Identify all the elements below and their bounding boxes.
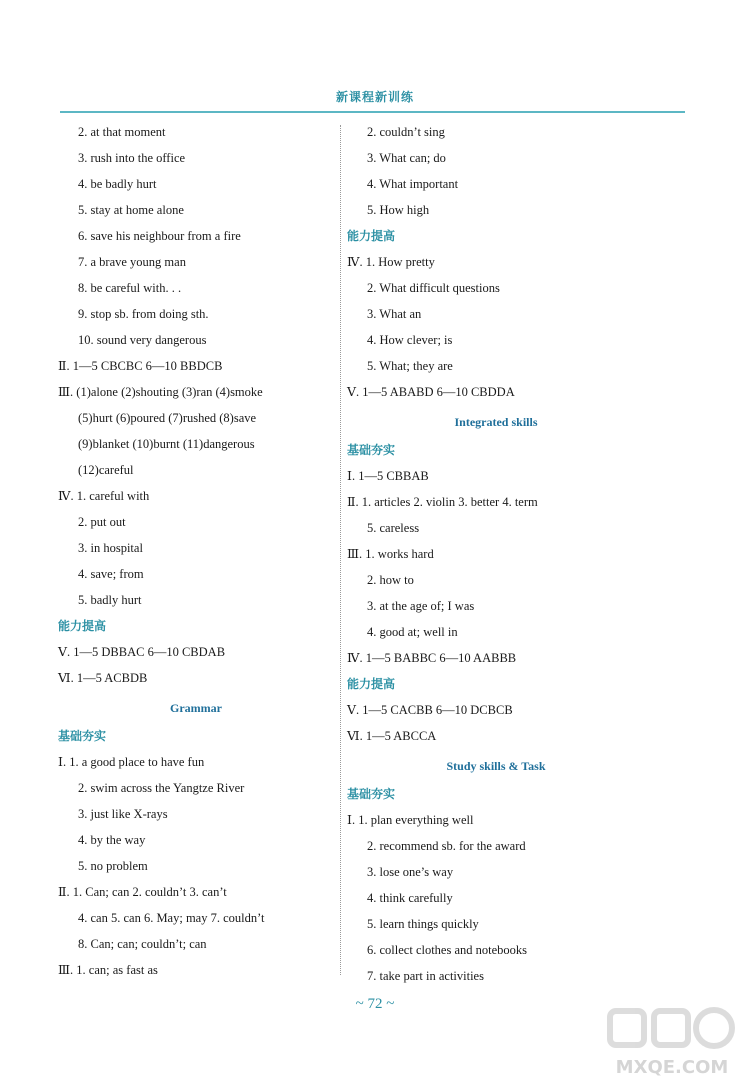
answer-line: Ⅱ. 1—5 CBCBC 6—10 BBDCB: [58, 359, 223, 373]
answer-line: Ⅰ. 1. plan everything well: [347, 813, 474, 827]
watermark-logo-icon: [602, 1003, 742, 1083]
section-heading: 基础夯实: [58, 729, 107, 743]
answer-line: 8. Can; can; couldn’t; can: [78, 937, 207, 951]
answer-line: Ⅵ. 1—5 ABCCA: [347, 729, 437, 743]
section-subtitle: Grammar: [170, 701, 222, 715]
answer-line: Ⅲ. 1. works hard: [347, 547, 434, 561]
answer-line: 3. in hospital: [78, 541, 143, 555]
answer-line: 7. take part in activities: [367, 969, 484, 983]
answer-line: Ⅰ. 1. a good place to have fun: [58, 755, 205, 769]
answer-line: 2. swim across the Yangtze River: [78, 781, 245, 795]
answer-line: 5. How high: [367, 203, 430, 217]
answer-line: 5. no problem: [78, 859, 148, 873]
answer-line: 2. recommend sb. for the award: [367, 839, 526, 853]
section-heading: 基础夯实: [347, 443, 396, 457]
answer-line: Ⅳ. 1. How pretty: [347, 255, 435, 269]
answer-line: (12)careful: [78, 463, 134, 477]
answer-line: Ⅴ. 1—5 CACBB 6—10 DCBCB: [347, 703, 513, 717]
answer-line: 2. at that moment: [78, 125, 166, 139]
answer-line: 2. What difficult questions: [367, 281, 500, 295]
answer-line: 2. put out: [78, 515, 126, 529]
answer-line: 3. at the age of; I was: [367, 599, 475, 613]
answer-line: 4. good at; well in: [367, 625, 458, 639]
section-heading: 基础夯实: [347, 787, 396, 801]
section-subtitle: Study skills & Task: [446, 759, 546, 773]
answer-line: 5. badly hurt: [78, 593, 142, 607]
answer-line: 9. stop sb. from doing sth.: [78, 307, 209, 321]
watermark-text: MXQE.COM: [615, 1057, 729, 1078]
answer-line: 4. by the way: [78, 833, 146, 847]
answer-line: Ⅲ. (1)alone (2)shouting (3)ran (4)smoke: [58, 385, 263, 399]
answer-line: Ⅴ. 1—5 DBBAC 6—10 CBDAB: [58, 645, 226, 659]
answer-line: Ⅲ. 1. can; as fast as: [58, 963, 158, 977]
answer-line: 6. collect clothes and notebooks: [367, 943, 528, 957]
answer-line: 3. What can; do: [367, 151, 446, 165]
section-heading: 能力提高: [347, 677, 396, 691]
header-rule: [60, 111, 685, 113]
answer-line: 7. a brave young man: [78, 255, 186, 269]
answer-line: 6. save his neighbour from a fire: [78, 229, 241, 243]
answer-line: Ⅳ. 1. careful with: [58, 489, 150, 503]
answer-line: 3. rush into the office: [78, 151, 186, 165]
answer-line: 4. How clever; is: [367, 333, 453, 347]
answer-line: 2. how to: [367, 573, 414, 587]
answer-line: 2. couldn’t sing: [367, 125, 445, 139]
section-heading: 能力提高: [347, 229, 396, 243]
answer-line: Ⅵ. 1—5 ACBDB: [58, 671, 148, 685]
answer-line: 4. think carefully: [367, 891, 453, 905]
answer-line: 3. What an: [367, 307, 422, 321]
answer-line: 4. can 5. can 6. May; may 7. couldn’t: [78, 911, 265, 925]
answer-line: 4. save; from: [78, 567, 144, 581]
page-number: ~ 72 ~: [355, 996, 395, 1012]
answer-line: Ⅱ. 1. Can; can 2. couldn’t 3. can’t: [58, 885, 227, 899]
page-header-title: 新课程新训练: [335, 90, 414, 104]
section-heading: 能力提高: [58, 619, 107, 633]
answer-line: (5)hurt (6)poured (7)rushed (8)save: [78, 411, 257, 425]
answer-line: 3. just like X-rays: [78, 807, 168, 821]
column-divider: [340, 125, 341, 975]
answer-line: Ⅱ. 1. articles 2. violin 3. better 4. term: [347, 495, 538, 509]
answer-line: 3. lose one’s way: [367, 865, 454, 879]
section-subtitle: Integrated skills: [454, 415, 538, 429]
answer-line: 10. sound very dangerous: [78, 333, 207, 347]
answer-line: 4. be badly hurt: [78, 177, 157, 191]
answer-line: 5. What; they are: [367, 359, 453, 373]
answer-line: Ⅰ. 1—5 CBBAB: [347, 469, 429, 483]
answer-line: Ⅳ. 1—5 BABBC 6—10 AABBB: [347, 651, 517, 665]
answer-line: 5. learn things quickly: [367, 917, 479, 931]
answer-line: 8. be careful with. . .: [78, 281, 182, 295]
answer-line: 5. stay at home alone: [78, 203, 184, 217]
answer-line: (9)blanket (10)burnt (11)dangerous: [78, 437, 255, 451]
answer-line: Ⅴ. 1—5 ABABD 6—10 CBDDA: [347, 385, 515, 399]
answer-line: 4. What important: [367, 177, 459, 191]
answer-line: 5. careless: [367, 521, 420, 535]
